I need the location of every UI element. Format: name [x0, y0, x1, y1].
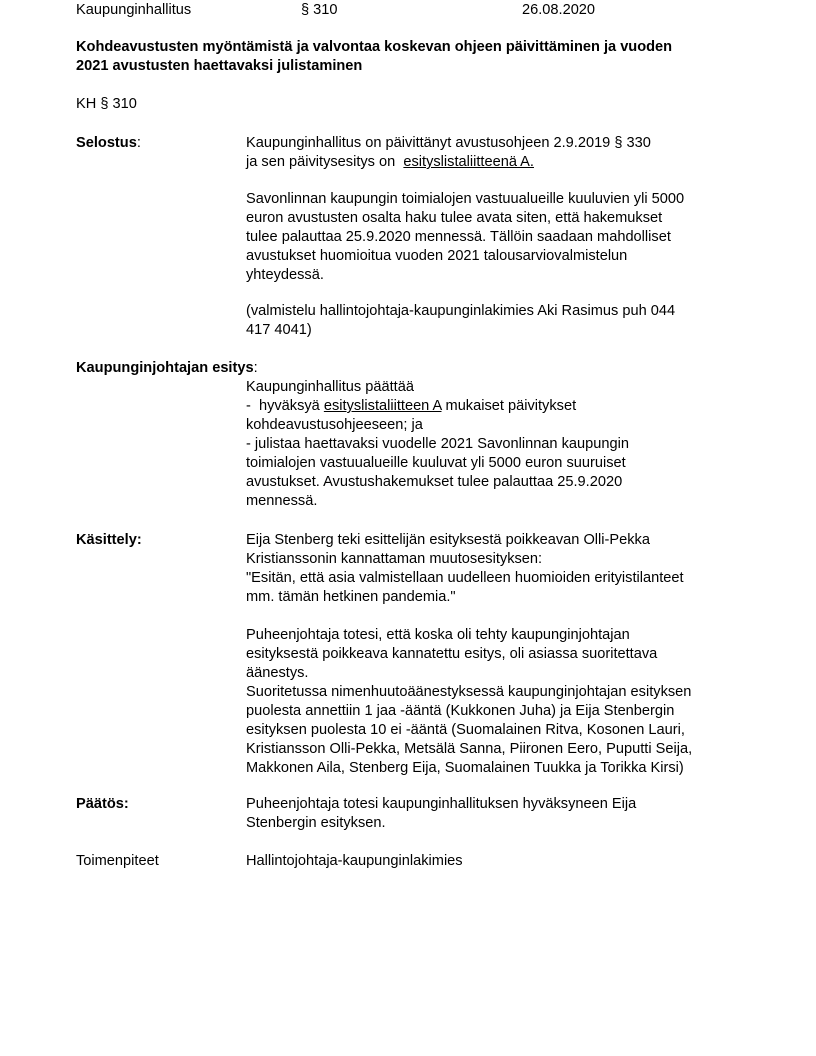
kasittely-p2-line: puolesta annettiin 1 jaa -ääntä (Kukkonen Juha) ja Eija Stenbergin — [246, 703, 675, 719]
paatos-label: Päätös: — [76, 796, 129, 812]
kasittely-p2-line: Suoritetussa nimenhuutoäänestyksessä kaupunginjohtajan esityksen — [246, 684, 692, 700]
kasittely-p2-line: Makkonen Aila, Stenberg Eija, Suomalainen Tuukka ja Torikka Kirsi) — [246, 760, 684, 776]
header-organ: Kaupunginhallitus — [76, 2, 192, 18]
selostus-paragraph-2 — [246, 190, 684, 285]
esitys-line: toimialojen vastuualueille kuuluvat yli 5000 euron suuruiset — [246, 455, 626, 471]
esitys-colon: : — [253, 360, 258, 376]
selostus-p2-line: tulee palauttaa 25.9.2020 mennessä. Tällöin saadaan mahdolliset — [246, 229, 671, 245]
kasittely-p2-line: esityksestä poikkeava kannatettu esitys, oli asiassa suoritettava — [246, 646, 658, 662]
selostus-p3-line: (valmistelu hallintojohtaja-kaupunginlakimies Aki Rasimus puh 044 — [246, 303, 676, 319]
title-line-2: 2021 avustusten haettavaksi julistaminen — [76, 58, 363, 74]
esitys-line: mennessä. — [246, 493, 318, 509]
esitys-line: avustukset. Avustushakemukset tulee palauttaa 25.9.2020 — [246, 474, 623, 490]
kasittely-label: Käsittely: — [76, 532, 142, 548]
attachment-a-link[interactable]: esityslistaliitteen A — [323, 398, 442, 414]
selostus-p1-line-1: Kaupunginhallitus on päivittänyt avustusohjeen 2.9.2019 § 330 — [246, 135, 651, 151]
kasittely-p1-line: Kristianssonin kannattaman muutosesityksen: — [246, 551, 543, 567]
kasittely-p2-line: Puheenjohtaja totesi, että koska oli tehty kaupunginjohtajan — [246, 627, 630, 643]
selostus-p2-line: euron avustusten osalta haku tulee avata siten, että hakemukset — [246, 210, 663, 226]
paatos-line: Stenbergin esityksen. — [246, 815, 386, 831]
selostus-colon: : — [136, 135, 141, 151]
kasittely-p1-line: Eija Stenberg teki esittelijän esityksestä poikkeavan Olli-Pekka — [246, 532, 650, 548]
selostus-label-text: Selostus — [76, 135, 137, 151]
esitys-label-text: Kaupunginjohtajan esitys — [76, 360, 254, 376]
kasittely-paragraph-1 — [246, 531, 684, 607]
esitys-line-2-post: mukaiset päivitykset — [441, 398, 577, 414]
paatos-body — [246, 795, 636, 833]
selostus-p2-line: Savonlinnan kaupungin toimialojen vastuualueille kuuluvien yli 5000 — [246, 191, 685, 207]
toimenpiteet-value: Hallintojohtaja-kaupunginlakimies — [246, 853, 463, 869]
selostus-paragraph-1 — [246, 134, 651, 172]
kasittely-p1-line: mm. tämän hetkinen pandemia." — [246, 589, 456, 605]
esitys-line-1: Kaupunginhallitus päättää — [246, 379, 414, 395]
toimenpiteet-label: Toimenpiteet — [76, 853, 159, 869]
selostus-paragraph-3 — [246, 302, 675, 340]
kasittely-p2-line: Kristiansson Olli-Pekka, Metsälä Sanna, Piironen Eero, Puputti Seija, — [246, 741, 693, 757]
selostus-p2-line: yhteydessä. — [246, 267, 324, 283]
attachment-a-link[interactable]: esityslistaliitteenä A. — [403, 154, 534, 170]
kasittely-p1-line: "Esitän, että asia valmistellaan uudelleen huomioiden erityistilanteet — [246, 570, 684, 586]
document-title — [76, 38, 672, 76]
selostus-label — [76, 134, 141, 153]
selostus-p1-line-2 — [246, 153, 651, 172]
title-line-1: Kohdeavustusten myöntämistä ja valvontaa koskevan ohjeen päivittäminen ja vuoden — [76, 39, 673, 55]
reference: KH § 310 — [76, 96, 137, 112]
header-date: 26.08.2020 — [522, 2, 596, 18]
paatos-line: Puheenjohtaja totesi kaupunginhallituksen hyväksyneen Eija — [246, 796, 637, 812]
esitys-body — [246, 378, 629, 511]
kasittely-paragraph-2 — [246, 626, 692, 778]
esitys-line-2-pre: - hyväksyä — [246, 398, 324, 414]
kasittely-p2-line: äänestys. — [246, 665, 309, 681]
header-section: § 310 — [301, 2, 338, 18]
selostus-p1-line-2-text: ja sen päivitysesitys on — [246, 154, 404, 170]
esitys-line: kohdeavustusohjeeseen; ja — [246, 417, 423, 433]
esitys-line: - julistaa haettavaksi vuodelle 2021 Savonlinnan kaupungin — [246, 436, 629, 452]
selostus-p2-line: avustukset huomioitua vuoden 2021 talousarviovalmistelun — [246, 248, 628, 264]
esitys-label — [76, 359, 258, 378]
selostus-p3-line: 417 4041) — [246, 322, 312, 338]
esitys-line-2 — [246, 397, 629, 416]
kasittely-p2-line: esityksen puolesta 10 ei -ääntä (Suomalainen Ritva, Kosonen Lauri, — [246, 722, 685, 738]
